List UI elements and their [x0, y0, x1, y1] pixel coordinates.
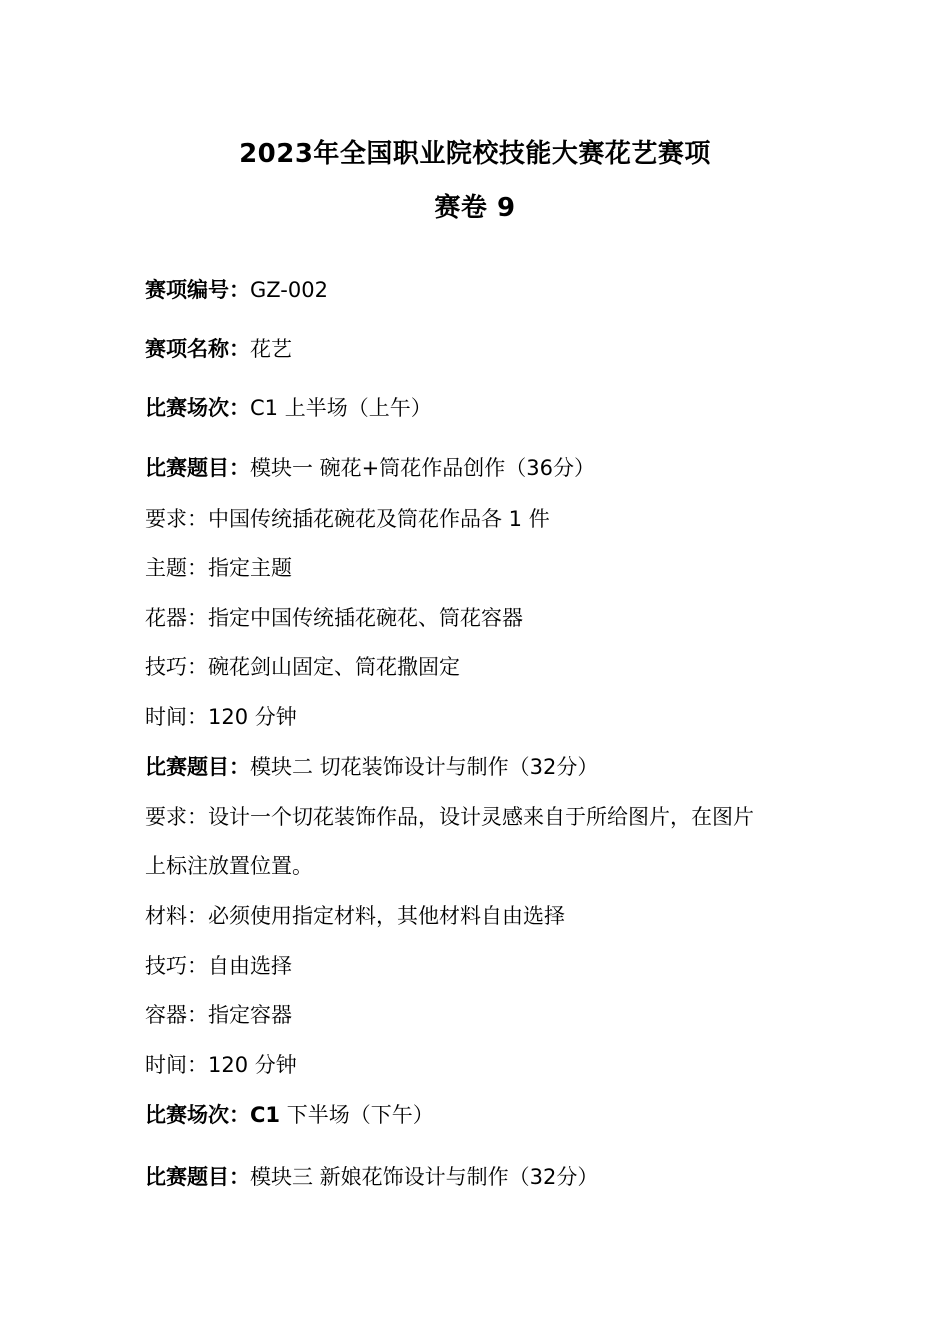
- module-1-title: 模块一 碗花+筒花作品创作（36分）: [250, 456, 595, 480]
- module-1-theme: 主题：指定主题: [145, 556, 292, 580]
- session-1-line: [145, 396, 432, 421]
- module-3-title-line: [145, 1165, 598, 1190]
- module-1-time: 时间：120 分钟: [145, 705, 297, 729]
- session-2-line: [145, 1103, 434, 1128]
- module-2-time: 时间：120 分钟: [145, 1053, 297, 1077]
- event-name-label: 赛项名称：: [145, 337, 250, 361]
- module-2-label: 比赛题目：: [145, 755, 250, 779]
- session-1-value: C1 上半场（上午）: [250, 396, 432, 420]
- module-1-vessel: 花器：指定中国传统插花碗花、筒花容器: [145, 606, 523, 630]
- session-1-label: 比赛场次：: [145, 396, 250, 420]
- module-1-label: 比赛题目：: [145, 456, 250, 480]
- event-code-label: 赛项编号：: [145, 278, 250, 302]
- module-1-technique: 技巧：碗花剑山固定、筒花撒固定: [145, 655, 460, 679]
- event-name-value: 花艺: [250, 337, 292, 361]
- module-2-requirement-line-1: 要求：设计一个切花装饰作品，设计灵感来自于所给图片，在图片: [145, 805, 754, 829]
- session-2-label: 比赛场次：: [145, 1103, 250, 1127]
- module-2-container: 容器：指定容器: [145, 1003, 292, 1027]
- event-code-line: [145, 278, 328, 303]
- module-2-technique: 技巧：自由选择: [145, 954, 292, 978]
- module-2-requirement-line-2: 上标注放置位置。: [145, 854, 313, 878]
- module-3-label: 比赛题目：: [145, 1165, 250, 1189]
- event-name-line: [145, 337, 292, 362]
- module-1-requirement: 要求：中国传统插花碗花及筒花作品各 1 件: [145, 507, 550, 531]
- module-2-title-line: [145, 755, 598, 780]
- session-2-code: C1: [250, 1103, 281, 1127]
- session-2-value: 下半场（下午）: [280, 1103, 434, 1127]
- module-3-title: 模块三 新娘花饰设计与制作（32分）: [250, 1165, 599, 1189]
- module-2-materials: 材料：必须使用指定材料，其他材料自由选择: [145, 904, 565, 928]
- module-1-title-line: [145, 456, 595, 481]
- event-code-value: GZ-002: [250, 278, 328, 302]
- document-title: 2023年全国职业院校技能大赛花艺赛项: [239, 139, 711, 169]
- document-subtitle: 赛卷 9: [434, 193, 516, 223]
- module-2-title: 模块二 切花装饰设计与制作（32分）: [250, 755, 599, 779]
